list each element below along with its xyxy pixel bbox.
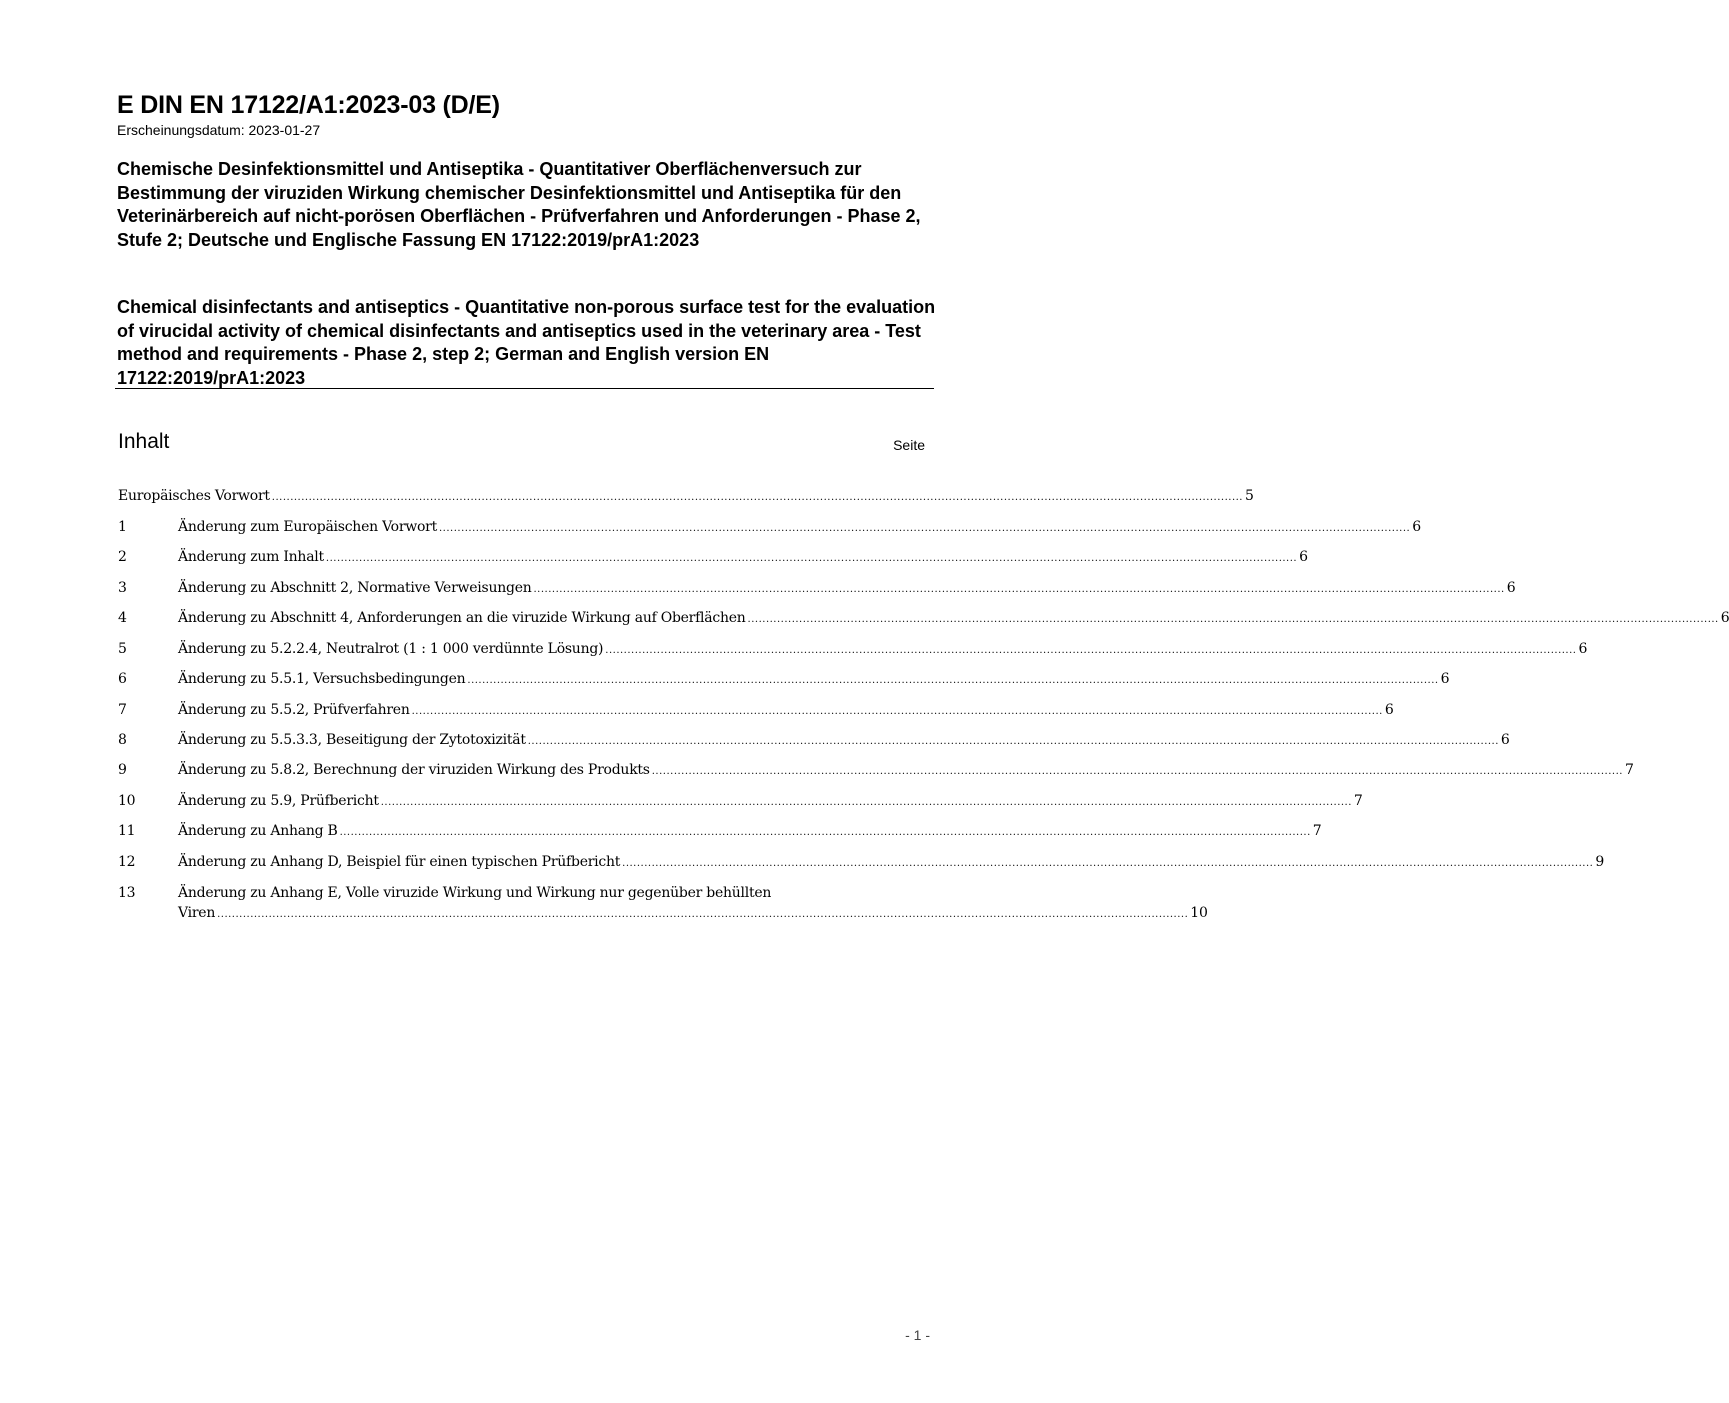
toc-entry-number: 1 [118,519,127,535]
toc-leader-dots: ........................................................................................................................................................................................................................................................................ [339,827,1311,838]
toc-entry[interactable] [118,639,1588,661]
toc-entry-number: 12 [118,854,136,870]
toc-entry[interactable] [118,547,1308,569]
toc-leader-dots: ........................................................................................................................................................................................................................................................................ [271,492,1243,503]
toc-entry-foreword[interactable] [118,486,1254,508]
toc-entry-number: 4 [118,610,127,626]
toc-leader-dots: ........................................................................................................................................................................................................................................................................ [605,645,1577,656]
toc-entry-number: 9 [118,762,127,778]
toc-leader-dots: ........................................................................................................................................................................................................................................................................ [439,523,1411,534]
toc-leader-dots: ........................................................................................................................................................................................................................................................................ [217,909,1189,920]
toc-entry-page: 6 [1412,519,1421,535]
toc-entry[interactable] [118,760,1634,782]
toc-entry-page: 6 [1506,580,1516,596]
toc-entry-page: 10 [1190,905,1208,921]
toc-entry[interactable] [118,791,1363,813]
toc-entry-page: 6 [1384,702,1394,718]
toc-entry[interactable] [118,730,1510,752]
toc-leader-dots: ........................................................................................................................................................................................................................................................................ [527,736,1499,747]
toc-entry-title: Änderung zu 5.5.1, Versuchsbedingungen [178,671,466,687]
toc-entry[interactable] [118,852,1604,874]
toc-leader-dots: ........................................................................................................................................................................................................................................................................ [380,797,1352,808]
toc-entry-annex-e[interactable] [118,883,1208,925]
toc-entry-number: 2 [118,549,127,565]
toc-entry-page: 6 [1500,732,1510,748]
document-code: E DIN EN 17122/A1:2023-03 (D/E) [117,91,500,119]
toc-entry-number: 7 [118,702,127,718]
toc-entry-page: 6 [1578,641,1588,657]
toc-entry[interactable] [118,578,1516,600]
toc-entry-title: Änderung zu 5.5.3.3, Beseitigung der Zytotoxizität [178,732,526,748]
toc-entry-title: Änderung zu Abschnitt 4, Anforderungen an die viruzide Wirkung auf Oberflächen [178,610,746,626]
toc-entry-page: 7 [1624,762,1634,778]
title-german: Chemische Desinfektionsmittel und Antiseptika - Quantitativer Oberflächenversuch zur Bestimmung der viruziden Wirkung chemischer Desinfektionsmittel und Antiseptika für den Veterinärbereich auf nicht-porösen Oberflächen - Prüfverfahren und Anforderungen - Phase 2, Stufe 2; Deutsche und Englische Fassung EN 17122:2019/prA1:2023 [117,159,921,250]
toc-entry-title: Änderung zu 5.2.2.4, Neutralrot (1 : 1 000 verdünnte Lösung) [178,641,604,657]
toc-entry-title-line1: Änderung zu Anhang E, Volle viruzide Wirkung und Wirkung nur gegenüber behüllten [178,885,772,901]
publication-date: Erscheinungsdatum: 2023-01-27 [117,122,321,138]
toc-entry[interactable] [118,821,1322,843]
toc-entry-title: Änderung zu 5.9, Prüfbericht [178,793,379,809]
toc-leader-dots: ........................................................................................................................................................................................................................................................................ [411,706,1383,717]
toc-entry-page: 5 [1244,488,1254,504]
title-english: Chemical disinfectants and antiseptics - Quantitative non-porous surface test for the evaluation of virucidal activity of chemical disinfectants and antiseptics used in the veterinary area - Test method and requirements - Phase 2, step 2; German and English version EN 17122:2019/prA1:2023 [117,297,936,388]
toc-entry-number: 3 [118,580,127,596]
toc-entry-title: Änderung zum Europäischen Vorwort [178,519,437,535]
toc-entry[interactable] [118,669,1450,691]
toc-entry-number: 5 [118,641,127,657]
toc-entry-number: 11 [118,823,136,839]
toc-entry-page: 7 [1353,793,1363,809]
toc-heading: Inhalt [118,430,170,453]
toc-leader-dots: ........................................................................................................................................................................................................................................................................ [467,675,1439,686]
title-divider [115,388,934,389]
toc-entry-title: Änderung zu 5.8.2, Berechnung der viruziden Wirkung des Produkts [178,762,650,778]
toc-entry-page: 6 [1299,549,1308,565]
toc-entry-number: 13 [118,885,136,901]
toc-entry-page: 7 [1312,823,1322,839]
toc-entry[interactable] [118,700,1394,722]
toc-page-column-label: Seite [893,437,925,453]
toc-entry-title: Änderung zu Anhang B [178,823,338,839]
toc-leader-dots: ........................................................................................................................................................................................................................................................................ [533,584,1505,595]
toc-entry[interactable] [118,517,1421,539]
toc-entry-title: Europäisches Vorwort [118,488,270,504]
toc-leader-dots: ........................................................................................................................................................................................................................................................................ [651,766,1623,777]
toc-entry-number: 8 [118,732,127,748]
page-number: - 1 - [905,1327,930,1343]
toc-entry-number: 6 [118,671,127,687]
toc-leader-dots: ........................................................................................................................................................................................................................................................................ [622,858,1594,869]
toc-entry-title: Änderung zum Inhalt [178,549,324,565]
toc-entry-number: 10 [118,793,136,809]
toc-entry-page: 6 [1440,671,1450,687]
toc-entry-title: Änderung zu Anhang D, Beispiel für einen typischen Prüfbericht [178,854,621,870]
toc-leader-dots: ........................................................................................................................................................................................................................................................................ [325,553,1298,564]
toc-entry-title: Änderung zu 5.5.2, Prüfverfahren [178,702,410,718]
toc-entry-page: 6 [1720,610,1729,626]
toc-entry-page: 9 [1595,854,1604,870]
toc-entry-title: Änderung zu Abschnitt 2, Normative Verweisungen [178,580,532,596]
toc-leader-dots: ........................................................................................................................................................................................................................................................................ [747,614,1719,625]
toc-entry[interactable] [118,608,1729,630]
toc-entry-title-line2: Viren [178,905,216,921]
